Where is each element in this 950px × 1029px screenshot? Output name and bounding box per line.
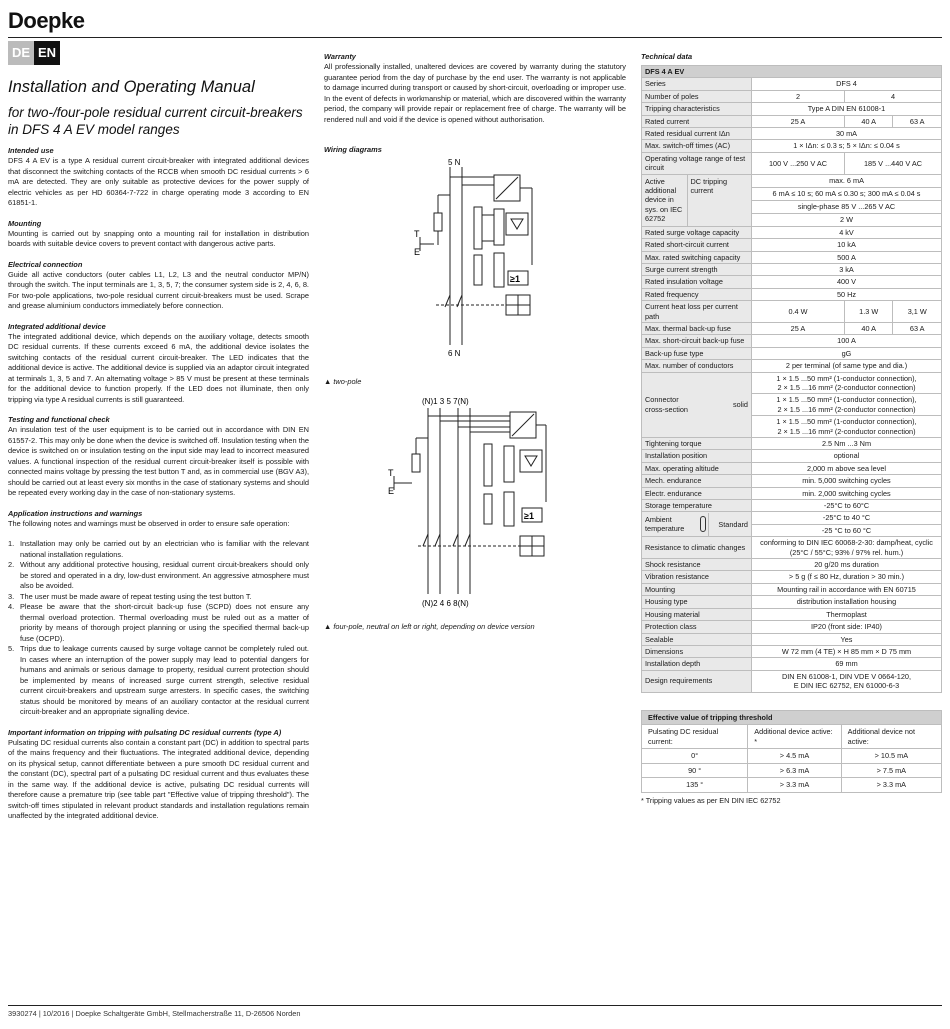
two-pole-bottom-label: 6 N [448,349,461,358]
table-row [642,645,942,657]
table-row [642,778,942,793]
table-cell: W 72 mm (4 TE) × H 85 mm × D 75 mm [752,645,942,657]
electrical-heading: Electrical connection [8,259,83,269]
table-row [642,658,942,670]
table-cell: 69 mm [752,658,942,670]
table-row [642,559,942,571]
test-e-label: E [414,247,421,257]
technical-data-table [641,65,942,693]
table-row [642,152,942,174]
page-footer: 3930274 | 10/2016 | Doepke Schaltgeräte GmbH, Stellmacherstraße 11, D-26506 Norden [8,1009,301,1018]
table-row [642,372,942,394]
table-cell: 63 A [893,115,942,127]
table-cell: 25 A [752,115,845,127]
table-cell: 1 × 1.5 ...50 mm² (1-conductor connection), 2 × 1.5 ...16 mm² (2-conductor connection) [752,416,942,438]
table-cell: 40 A [844,115,892,127]
table-cell: 20 g/20 ms duration [752,559,942,571]
table-cell: > 6.3 mA [748,763,841,778]
table-cell: Additional device active: * [748,725,841,749]
table-cell: 0° [642,749,748,764]
table-cell: Additional device not active: [841,725,941,749]
language-switch [8,41,60,65]
table-cell: 90 ° [642,763,748,778]
table-cell: 400 V [752,276,942,288]
table-cell: Mounting rail in accordance with EN 60715 [752,583,942,595]
table-cell: Operating voltage range of test circuit [642,152,752,174]
table-cell: Dimensions [642,645,752,657]
table-cell: > 3.3 mA [841,778,941,793]
table-row [642,725,942,749]
table-row [642,583,942,595]
table-cell: > 5 g (f ≤ 80 Hz, duration > 30 min.) [752,571,942,583]
table-cell: DFS 4 [752,78,942,90]
table-cell: Standard [709,513,751,536]
table-cell: Tripping characteristics [642,103,752,115]
table-cell: Installation depth [642,658,752,670]
thermometer-icon [700,516,706,532]
table-cell: > 7.5 mA [841,763,941,778]
wiring-diagram-four-pole [324,394,626,622]
table-cell: optional [752,450,942,462]
mounting-text: Mounting is carried out by snapping onto a mounting rail for installation in distribution boards with suitable device covers to prevent contact with dangerous active parts. [8,228,309,248]
table-cell: 2 [752,90,845,102]
table-cell: Installation position [642,450,752,462]
table-cell: 185 V ...440 V AC [844,152,941,174]
table-cell: Series [642,78,752,90]
table-cell: -25 °C to 60 °C [752,524,942,536]
table-cell: 40 A [844,322,892,334]
table-cell: Current heat loss per current path [642,301,752,323]
table-row [642,450,942,462]
table-cell: 100 V ...250 V AC [752,152,845,174]
table-row [642,78,942,90]
list-item: 5. Trips due to leakage currents caused by surge voltage cannot be completely ruled out. In cases where an interruption of the power supply may lead to potential dangers for humans and animals or serious damage to property, residual current protection should be implemented by means of increased surge current strength, selective residual current circuit-breakers and upstream surge arresters. In specific cases, the switching status should be monitored by means of an auxiliary contactor at the residual current circuit-breaker and an appropriate signalling device. [8,644,309,716]
table-cell: DIN EN 61008-1, DIN VDE V 0664-120, E DIN IEC 62752, EN 61000-6-3 [752,670,942,692]
table-cell: 10 kA [752,239,942,251]
testing-text: An insulation test of the user equipment is to be carried out in accordance with DIN EN 61557-2. This may only be done when the device is switched off. Insulation testing when the device is switched on or insulation testing on the input side may lead to incorrect measured values. A functional inspection of the residual current circuit-breaker itself is possible with connected mains voltage by pressing the test button T and, as in commercial use (BGV A3), should be carried out at least every six months in the case of stationary systems and should be repeated every working day in the case of non-stationary systems. [8,425,309,497]
table-row [642,288,942,300]
table-row [642,115,942,127]
table-cell: 4 [844,90,941,102]
table-cell: solid [732,400,748,410]
table-row [642,103,942,115]
table-cell: Protection class [642,621,752,633]
intended-use-text: DFS 4 A EV is a type A residual current circuit-breaker with integrated additional devices that disconnect the switching contacts of the RCCB when smooth DC residual currents > 6 mA are detected. They are only suitable as protective devices for the power supply of electric vehicles as per HD 60364-7-722 in charge operating mode 3 according to EN 61851-1. [8,156,309,207]
logic-ge1-label-2: ≥1 [524,511,534,521]
table-row [642,763,942,778]
table-row [642,670,942,692]
table-cell: Rated insulation voltage [642,276,752,288]
list-item: 2. Without any additional protective housing, residual current circuit-breakers should only be stored and operated in a dry, low-dust environment. An aggressive atmosphere must also be avoided. [8,560,309,590]
wiring-heading: Wiring diagrams [324,145,382,154]
application-text: The following notes and warnings must be observed in order to ensure safe operation: [8,518,290,528]
wiring-diagram-two-pole [324,155,626,377]
two-pole-schematic [324,155,626,377]
table-row [642,347,942,359]
table-row [642,438,942,450]
top-divider [8,37,942,38]
table-cell: Thermoplast [752,608,942,620]
table-row [642,263,942,275]
table-cell: 50 Hz [752,288,942,300]
test-t-label: T [414,229,420,239]
table-cell: 2 W [752,213,942,226]
table-row [642,608,942,620]
table-cell: 30 mA [752,128,942,140]
effective-value-table [641,710,942,793]
table-row [642,596,942,608]
table-cell: Housing type [642,596,752,608]
table-cell: Back-up fuse type [642,347,752,359]
column-right [641,52,942,805]
table-row [642,500,942,512]
table-cell: 1 × 1.5 ...50 mm² (1-conductor connection), 2 × 1.5 ...16 mm² (2-conductor connection) [752,394,942,416]
table-cell [694,513,709,536]
table-cell: Electr. endurance [642,487,752,499]
table-cell: Mounting [642,583,752,595]
table-cell: 500 A [752,251,942,263]
table-cell: gG [752,347,942,359]
table-row [642,276,942,288]
table-cell: Tightening torque [642,438,752,450]
column-middle [324,52,626,631]
table-cell: Vibration resistance [642,571,752,583]
table-cell: Rated residual current IΔn [642,128,752,140]
table-cell: Max. thermal back-up fuse [642,322,752,334]
table-cell: Housing material [642,608,752,620]
intended-use-heading: Intended use [8,146,54,155]
manual-title: Installation and Operating Manual [8,78,255,96]
table-row [642,512,942,524]
table-cell: Max. number of conductors [642,360,752,372]
table-cell: Rated current [642,115,752,127]
table-cell: DC tripping current [687,175,751,226]
table-cell: Resistance to climatic changes [642,537,752,559]
table-cell: 2.5 Nm ...3 Nm [752,438,942,450]
table-cell: Storage temperature [642,500,752,512]
effective-title: Effective value of tripping threshold [642,710,942,725]
table-cell: Ambient temperature [645,514,685,534]
table-cell: distribution installation housing [752,596,942,608]
table-row [642,537,942,559]
table-row [642,571,942,583]
table-cell [642,174,752,226]
caption-four-pole: ▲ four-pole, neutral on left or right, depending on device version [324,622,535,631]
table-cell [642,512,752,537]
table-cell: conforming to DIN IEC 60068-2-30: damp/heat, cyclic (25°C / 55°C; 93% / 97% rel. hum.) [752,537,942,559]
table-cell: 25 A [752,322,845,334]
table-cell: Max. operating altitude [642,462,752,474]
table-cell: Pulsating DC residual current: [642,725,748,749]
caption-two-pole: ▲ two-pole [324,377,362,386]
table-cell: min. 5,000 switching cycles [752,475,942,487]
list-item: 3. The user must be made aware of repeat testing using the test button T. [8,591,252,601]
effective-footnote: * Tripping values as per EN DIN IEC 62752 [641,795,781,805]
table-cell: 1 × IΔn: ≤ 0.3 s; 5 × IΔn: ≤ 0.04 s [752,140,942,152]
test-e-label-2: E [388,486,395,496]
table-cell: Surge current strength [642,263,752,275]
list-item: 1. Installation may only be carried out by an electrician who is familiar with the relevant national installation regulations. [8,539,309,559]
table-cell: IP20 (front side: IP40) [752,621,942,633]
table-cell: > 3.3 mA [748,778,841,793]
table-cell: Sealable [642,633,752,645]
table-row [642,174,942,187]
table-row [642,487,942,499]
table-cell: Rated frequency [642,288,752,300]
table-row [642,475,942,487]
table-cell: 4 kV [752,226,942,238]
table-cell: max. 6 mA [752,174,942,187]
table-row [642,251,942,263]
table-cell: 2 per terminal (of same type and dia.) [752,360,942,372]
warranty-text: All professionally installed, unaltered devices are covered by warranty during the statutory guarantee period from the day of purchase by the end user. The warranty is not applicable to damage incurred during transport or caused by short-circuit, overloading or improper use. In the event of defects in workmanship or material, which are discovered within the warranty period, the company will provide repair or replacement free of charge. The warranty will be rendered null and void if the device is opened without authorisation. [324,62,626,124]
table-cell: Rated surge voltage capacity [642,226,752,238]
table-row [642,128,942,140]
table-cell: -25°C to 60°C [752,500,942,512]
table-cell: Rated short-circuit current [642,239,752,251]
table-cell: Max. rated switching capacity [642,251,752,263]
table-row [642,621,942,633]
bottom-divider [8,1005,942,1006]
table-row [642,90,942,102]
table-cell: Mech. endurance [642,475,752,487]
pulsating-text: Pulsating DC residual currents also contain a constant part (DC) in addition to spectral parts of the mains frequency and their fluctuations. The integrated additional device, depending on its physical setup, cannot differentiate between a pure smooth DC residual current and the constant (DC), spectral part of a pulsating DC residual current and thus evaluates these in the same way. If the additional device is active, pulsating DC residual currents will therefore cause a premature trip (see table part "Effective value of tripping threshold"). The switch-off times stipulated in relevant product standards and installation regulations remain unaffected by the integrated additional device. [8,737,309,820]
table-row [642,322,942,334]
integrated-heading: Integrated additional device [8,321,106,331]
table-cell: Max. switch-off times (AC) [642,140,752,152]
lang-en[interactable]: EN [34,41,60,65]
table-cell: Design requirements [642,670,752,692]
table-row [642,226,942,238]
mounting-heading: Mounting [8,218,42,228]
four-pole-bottom-label: (N)2 4 6 8(N) [422,599,469,608]
table-cell: > 4.5 mA [748,749,841,764]
table-cell: -25°C to 40 °C [752,512,942,524]
table-cell: 3 kA [752,263,942,275]
warnings-list [8,539,309,718]
table-cell: Max. short-circuit back-up fuse [642,335,752,347]
table-cell: 100 A [752,335,942,347]
table-cell: Type A DIN EN 61008-1 [752,103,942,115]
table-cell: 0.4 W [752,301,845,323]
testing-heading: Testing and functional check [8,415,110,424]
four-pole-top-label: (N)1 3 5 7(N) [422,397,469,406]
column-left [8,78,309,822]
table-row [642,239,942,251]
table-row [642,335,942,347]
table-cell: 1 × 1.5 ...50 mm² (1-conductor connection), 2 × 1.5 ...16 mm² (2-conductor connection) [752,372,942,394]
table-cell: 1.3 W [844,301,892,323]
logic-ge1-label: ≥1 [510,274,520,284]
table-row [642,140,942,152]
four-pole-schematic [324,394,626,622]
table-row [642,749,942,764]
table-cell: 2,000 m above sea level [752,462,942,474]
table-row [642,360,942,372]
application-heading: Application instructions and warnings [8,508,143,518]
technical-data-heading: Technical data [641,52,693,61]
table-cell: single-phase 85 V ...265 V AC [752,200,942,213]
table-row [642,462,942,474]
list-item: 4. Please be aware that the short-circuit back-up fuse (SCPD) does not ensure any thermal overload protection. Thermal overloading must be ruled out as a matter of priority by means of thorough project planning or using the specified thermal back-up fuse (OCPD). [8,602,309,643]
table-cell: min. 2,000 switching cycles [752,487,942,499]
warranty-heading: Warranty [324,52,356,61]
two-pole-top-label: 5 N [448,158,461,167]
table-row [642,301,942,323]
table-cell: Active additional device in sys. on IEC 62752 [645,176,683,224]
table-cell: Connector cross-section [645,395,688,414]
table-cell: 3,1 W [893,301,942,323]
table-cell: Shock resistance [642,559,752,571]
test-t-label-2: T [388,468,394,478]
electrical-text: Guide all active conductors (outer cables L1, L2, L3 and the neutral conductor MP/N) through the switch. The input terminals are 1, 3, 5, 7; the consumer system side is 2, 4, 6, 8. For two-pole applications, two-pole residual current circuit-breakers must be used. Scrape and grease aluminium conductors immediately before connection. [8,269,309,310]
manual-subtitle: for two-/four-pole residual current circuit-breakers in DFS 4 A EV model ranges [8,105,303,137]
table-cell [642,372,752,437]
integrated-text: The integrated additional device, which depends on the auxiliary voltage, detects smooth DC residual currents. If these currents exceed 6 mA, the additional device isolates the switching contacts of the residual current circuit-breaker. The LED indicates that the additional device is active. The additional device is supplied via an adaptor circuit integrated at terminals 1, 3, 5 and 7. An alternating voltage > 85 V must be present at these terminals for the additional device to function properly. If the LED does not illuminate, then only tripping via type A residual currents is still guaranteed. [8,331,309,404]
pulsating-heading: Important information on tripping with pulsating DC residual currents (type A) [8,727,282,737]
table-row [642,633,942,645]
lang-de[interactable]: DE [8,41,34,65]
table-cell: > 10.5 mA [841,749,941,764]
table-title: DFS 4 A EV [642,66,942,78]
brand-logo: Doepke [8,8,85,33]
table-cell: 6 mA ≤ 10 s; 60 mA ≤ 0.30 s; 300 mA ≤ 0.04 s [752,187,942,200]
table-cell: Number of poles [642,90,752,102]
table-cell: 63 A [893,322,942,334]
table-cell: Yes [752,633,942,645]
table-cell: 135 ° [642,778,748,793]
